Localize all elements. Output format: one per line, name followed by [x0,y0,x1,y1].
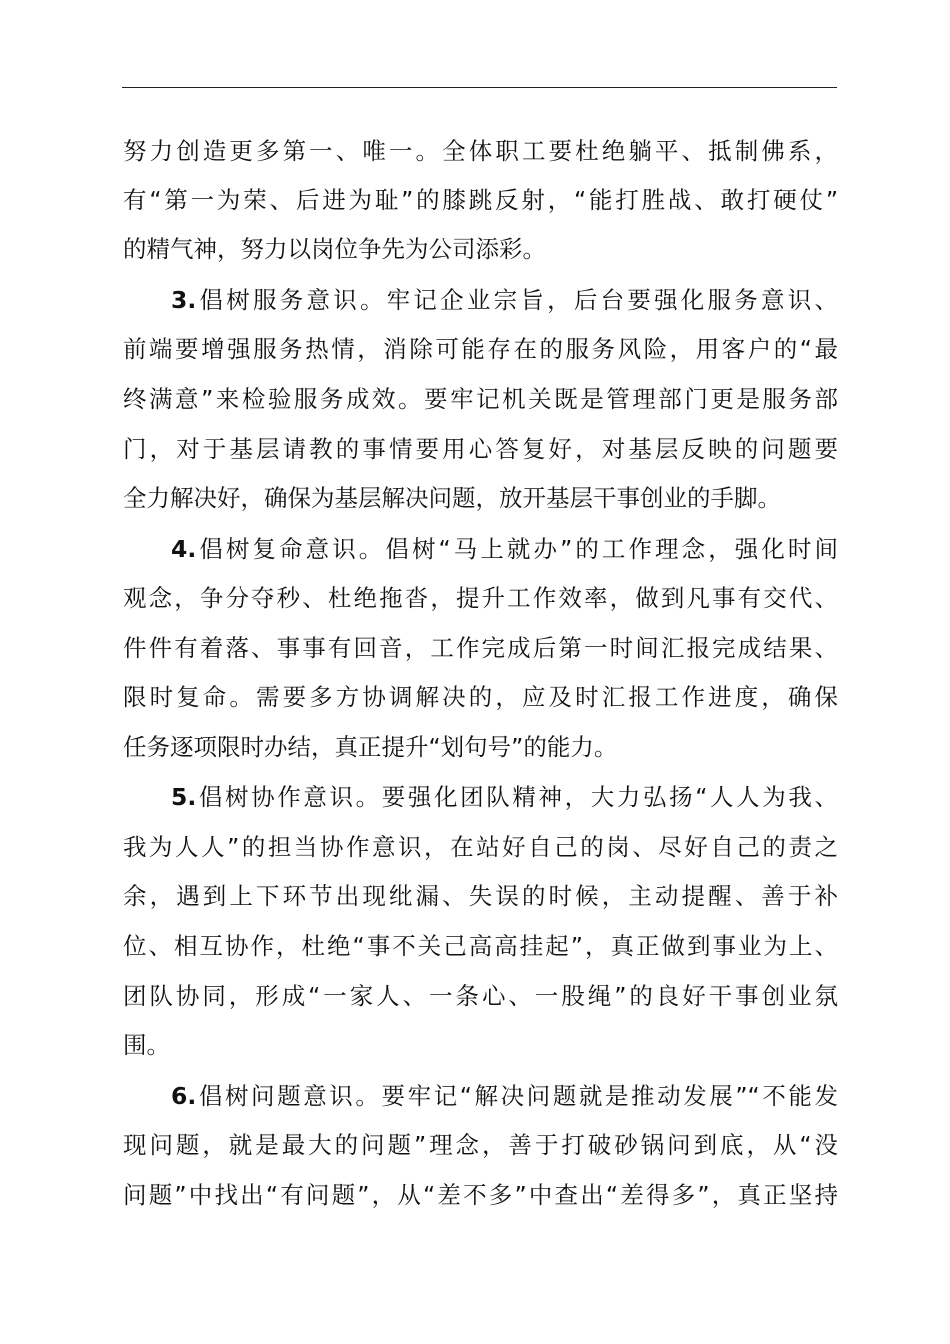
text-line: 观念，争分夺秒、杜绝拖沓，提升工作效率，做到凡事有交代、 [123,584,838,612]
text-line: 件件有着落、事事有回音，工作完成后第一时间汇报完成结果、 [123,634,838,662]
text-line: 前端要增强服务热情，消除可能存在的服务风险，用客户的“最 [123,335,838,363]
text-line: 有“第一为荣、后进为耻”的膝跳反射，“能打胜战、敢打硬仗” [123,186,838,214]
text-line: 我为人人”的担当协作意识，在站好自己的岗、尽好自己的责之 [123,833,838,861]
text-line: 门，对于基层请教的事情要用心答复好，对基层反映的问题要 [123,435,838,463]
section-number: 6. [171,1082,197,1110]
text-line: 位、相互协作，杜绝“事不关己高高挂起”，真正做到事业为上、 [123,932,838,960]
header-rule [122,87,837,88]
text-line: 限时复命。需要多方协调解决的，应及时汇报工作进度，确保 [123,683,838,711]
section-number: 3. [171,286,197,314]
section-number: 5. [171,783,197,811]
section-4-heading-line: 4.倡树复命意识。倡树“马上就办”的工作理念，强化时间 [171,535,838,563]
section-5-heading-line: 5.倡树协作意识。要强化团队精神，大力弘扬“人人为我、 [171,783,838,811]
text-line: 现问题，就是最大的问题”理念，善于打破砂锅问到底，从“没 [123,1131,838,1159]
section-number: 4. [171,535,197,563]
text-line: 任务逐项限时办结，真正提升“划句号”的能力。 [123,733,618,761]
text-line: 余，遇到上下环节出现纰漏、失误的时候，主动提醒、善于补 [123,882,838,910]
text-line: 团队协同，形成“一家人、一条心、一股绳”的良好干事创业氛 [123,982,838,1010]
text-line: 问题”中找出“有问题”，从“差不多”中查出“差得多”，真正坚持 [123,1181,838,1209]
text-line: 努力创造更多第一、唯一。全体职工要杜绝躺平、抵制佛系， [123,137,838,165]
section-6-heading-line: 6.倡树问题意识。要牢记“解决问题就是推动发展”“不能发 [171,1082,838,1110]
text-line: 围。 [123,1031,170,1059]
section-3-heading-line: 3.倡树服务意识。牢记企业宗旨，后台要强化服务意识、 [171,286,838,314]
text-line: 终满意”来检验服务成效。要牢记机关既是管理部门更是服务部 [123,385,838,413]
text-line: 的精气神，努力以岗位争先为公司添彩。 [123,235,546,263]
text-line: 全力解决好，确保为基层解决问题，放开基层干事创业的手脚。 [123,484,781,512]
